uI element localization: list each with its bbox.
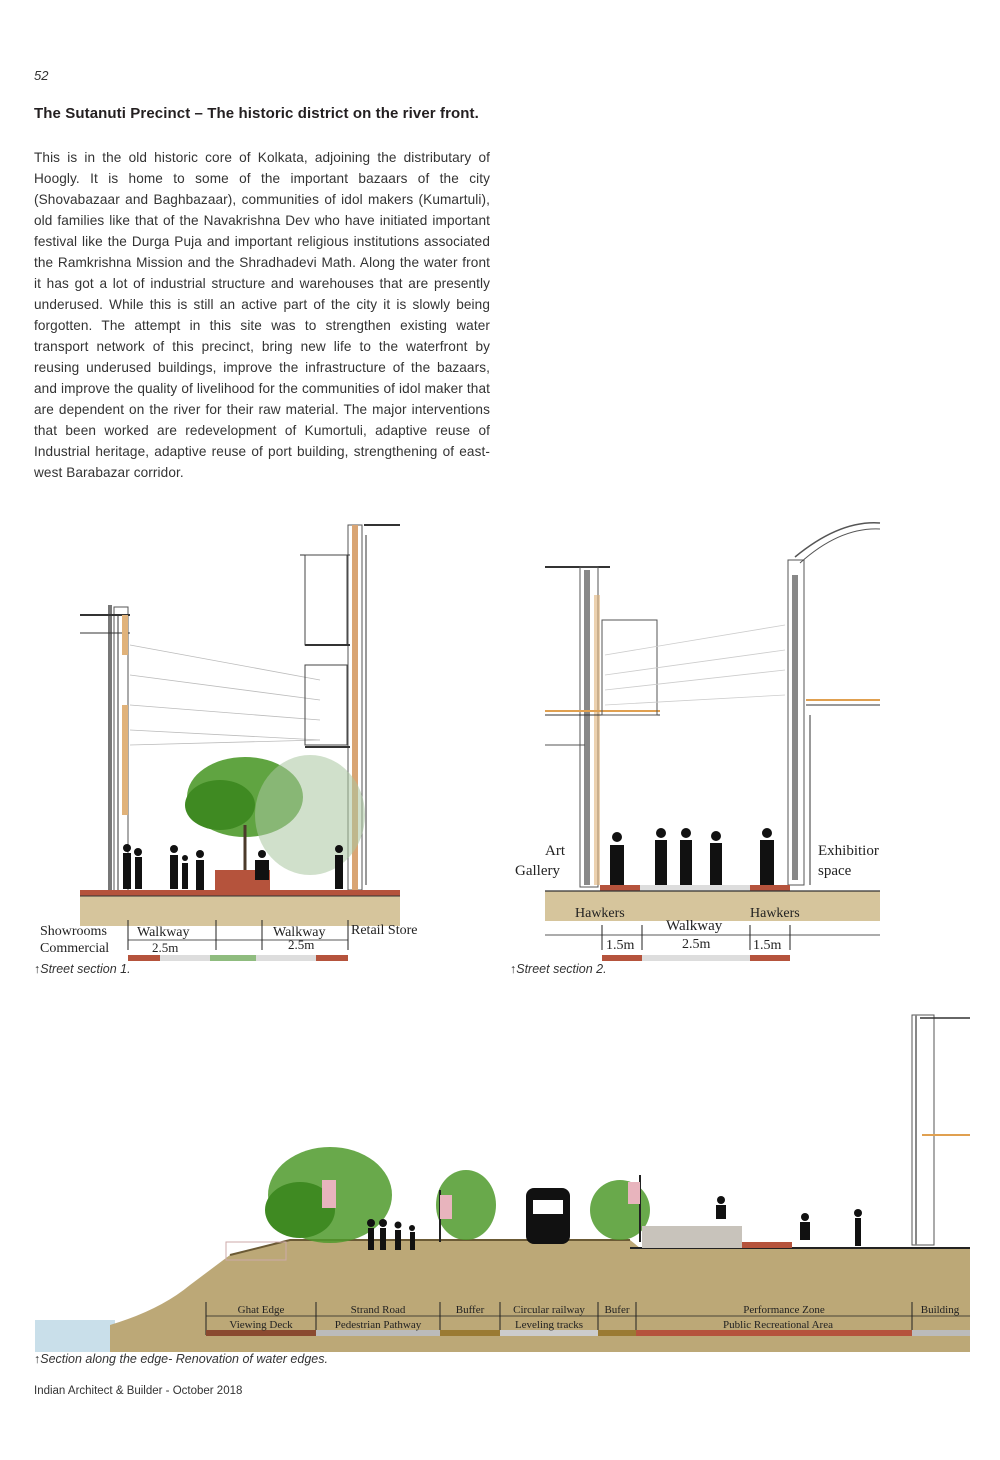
zone-building: Building <box>920 1304 960 1316</box>
label-hawkers-right: Hawkers <box>750 906 800 921</box>
label-art: Art <box>545 843 565 859</box>
street-section-1-drawing <box>30 515 430 970</box>
label-exhibition: Exhibitior <box>818 843 879 859</box>
zone-ghat-edge: Ghat Edge <box>237 1304 285 1316</box>
zone-buffer: Buffer <box>455 1304 485 1316</box>
body-paragraph: This is in the old historic core of Kolkata, adjoining the distributary of Hoogly. It is home to some of the important bazaars of the city (Shovabazaar and Baghbazaar), communities of idol makers (Kumartuli), old families like that of the Navakrishna Dev who have initiated important festival like the Durga Puja and important religious institutions associated the Ramkrishna Mission and the Shradhadevi Math. Along the water front it has got a lot of industrial structure and warehouses that are presently underused. While this is still an active part of the city it is slowly being forgotten. The attempt in this site was to strengthen existing water transport network of this precinct, bring new life to the waterfront by reusing underused buildings, improve the infrastructure of the bazaars, and improve the quality of livelihood for the communities of idol maker that are dependent on the river for their raw material. The major interventions that been worked are redevelopment of Kumortuli, adaptive reuse of Industrial heritage, adaptive reuse of port building, strengthening of east-west Barabazar corridor. <box>34 150 490 480</box>
section-3-caption-text: Section along the edge- Renovation of water edges. <box>40 1352 328 1366</box>
zone-strand-road: Strand Road <box>350 1304 406 1316</box>
label-width-left: 1.5m <box>606 938 635 953</box>
label-space: space <box>818 863 852 879</box>
street-section-2-drawing <box>510 515 895 970</box>
section-1-caption-text: Street section 1. <box>40 962 131 976</box>
section-2-caption: ↑Street section 2. <box>510 962 607 976</box>
label-showrooms: Showrooms <box>40 924 107 939</box>
label-walkway: Walkway <box>666 918 723 934</box>
label-walkway-left-width: 2.5m <box>152 940 179 955</box>
zone-viewing-deck: Viewing Deck <box>229 1319 293 1331</box>
label-commercial: Commercial <box>40 941 110 956</box>
zone-performance: Performance Zone <box>743 1304 825 1316</box>
page-number: 52 <box>34 68 49 83</box>
zone-circular-railway: Circular railway <box>513 1304 585 1316</box>
zone-public-recreational: Public Recreational Area <box>723 1319 833 1331</box>
label-walkway-left: Walkway <box>137 925 190 940</box>
zone-leveling-tracks: Leveling tracks <box>514 1319 584 1331</box>
label-width-mid: 2.5m <box>682 937 711 952</box>
footer: Indian Architect & Builder - October 2018 <box>34 1385 243 1397</box>
label-hawkers-left: Hawkers <box>575 906 625 921</box>
section-heading: The Sutanuti Precinct – The historic district on the river front. <box>34 105 479 122</box>
section-2-caption-text: Street section 2. <box>516 962 607 976</box>
label-width-right: 1.5m <box>753 938 782 953</box>
zone-pedestrian-pathway: Pedestrian Pathway <box>334 1319 422 1331</box>
edge-section-drawing <box>30 1010 975 1355</box>
section-3-caption: ↑Section along the edge- Renovation of water edges. <box>34 1352 328 1366</box>
section-1-caption: ↑Street section 1. <box>34 962 131 976</box>
zone-bufer: Bufer <box>604 1304 630 1316</box>
label-walkway-right: Walkway <box>273 925 326 940</box>
label-gallery: Gallery <box>515 863 560 879</box>
label-walkway-right-width: 2.5m <box>288 937 315 952</box>
label-retail-store: Retail Store <box>351 923 418 938</box>
